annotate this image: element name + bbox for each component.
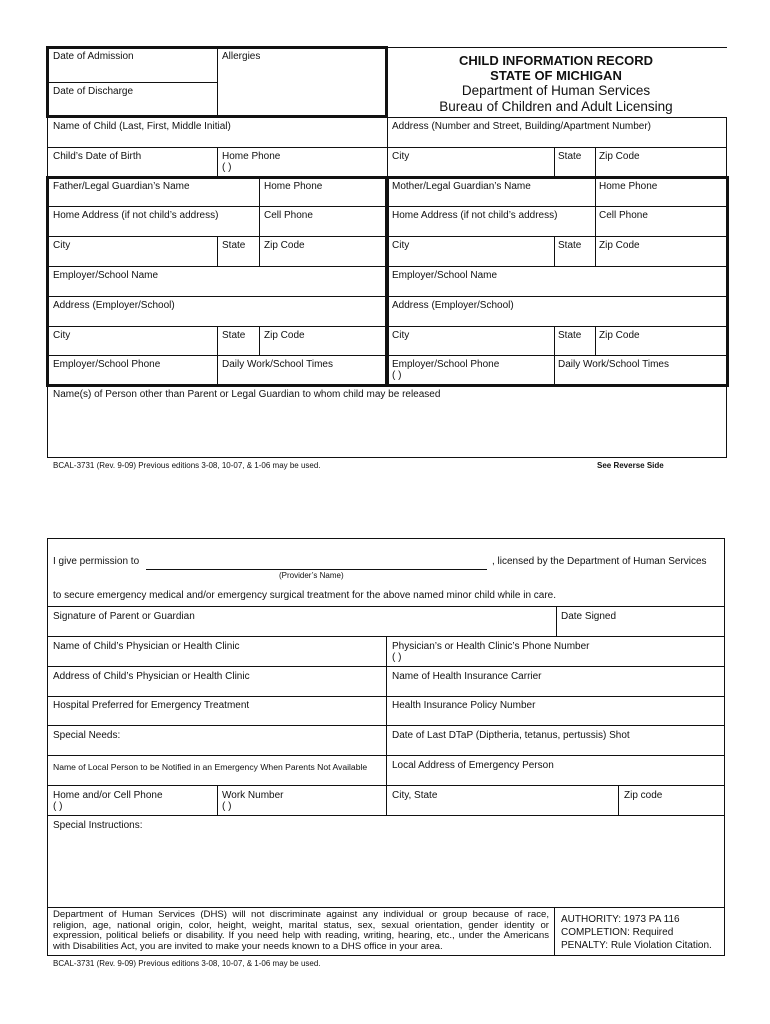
notice-line: religion, age, national origin, color, height, weight, marital status, sex, sexual orientation, gender identity or [53,919,549,931]
father-city-label: City [53,240,71,251]
child-zip-field[interactable] [598,163,724,175]
father-employer-address-label: Address (Employer/School) [53,300,175,311]
rule [554,236,555,266]
local-address-label: Local Address of Emergency Person [392,760,554,771]
rule [595,178,596,236]
mother-employer-city-field[interactable] [391,342,552,354]
mother-employer-label: Employer/School Name [392,270,498,281]
special-needs-label: Special Needs: [53,730,121,741]
mother-home-phone-label: Home Phone [599,181,658,192]
child-address-label: Address (Number and Street, Building/Apartment Number) [392,121,652,132]
release-persons-label: Name(s) of Person other than Parent or Legal Guardian to whom child may be released [53,389,441,400]
see-reverse-side: See Reverse Side [597,461,664,470]
rule [217,48,218,117]
rule [595,236,596,266]
child-state-field[interactable] [557,163,593,175]
father-city-field[interactable] [50,252,214,264]
rule [47,606,725,607]
special-instructions-label: Special Instructions: [53,820,143,831]
rule [47,907,725,908]
mother-employer-zip-label: Zip Code [599,330,640,341]
father-employer-label: Employer/School Name [53,270,159,281]
rule [47,538,48,956]
father-employer-field[interactable] [50,282,382,294]
rule [217,147,218,177]
local-address-field[interactable] [389,771,722,783]
father-state-label: State [222,240,246,251]
policy-number-label: Health Insurance Policy Number [392,700,536,711]
completion-text: COMPLETION: Required [561,927,674,938]
date-of-admission-field[interactable] [50,63,214,80]
form-state: STATE OF MICHIGAN [490,68,622,83]
insurance-carrier-field[interactable] [389,682,722,694]
child-city-label: City [392,151,410,162]
mother-employer-state-field[interactable] [557,342,593,354]
zip-code-label: Zip code [624,790,663,801]
father-home-address-field[interactable] [50,222,256,234]
father-home-address-label: Home Address (if not child’s address) [53,210,219,221]
home-cell-phone-label: Home and/or Cell Phone [53,790,163,801]
physician-phone-label: Physician’s or Health Clinic’s Phone Number [392,641,590,652]
rule [48,296,727,297]
hospital-preferred-label: Hospital Preferred for Emergency Treatment [53,700,250,711]
father-name-field[interactable] [50,193,256,204]
father-employer-state-label: State [222,330,246,341]
work-number-label: Work Number [222,790,284,801]
date-of-discharge-label: Date of Discharge [53,86,134,97]
mother-employer-address-field[interactable] [391,312,724,324]
give-permission-label: I give permission to [53,556,140,567]
father-employer-zip-label: Zip Code [264,330,305,341]
mother-employer-city-label: City [392,330,410,341]
work-number-parens: ( ) [222,801,232,812]
mother-work-times-field[interactable] [557,371,724,383]
physician-phone-parens: ( ) [392,652,402,663]
rule [48,355,727,356]
special-instructions-field[interactable] [50,832,722,904]
child-state-label: State [558,151,582,162]
mother-employer-field[interactable] [391,282,724,294]
mother-zip-label: Zip Code [599,240,640,251]
mother-state-label: State [558,240,582,251]
mother-employer-zip-field[interactable] [598,342,724,354]
father-employer-phone-field[interactable] [50,371,214,383]
work-number-field[interactable] [238,801,383,813]
authority-block [561,913,712,952]
rule [217,236,218,266]
date-signed-label: Date Signed [561,611,617,622]
date-of-admission-label: Date of Admission [53,51,134,62]
form-title: CHILD INFORMATION RECORD [458,53,654,68]
date-signed-field[interactable] [559,622,722,634]
physician-name-label: Name of Child’s Physician or Health Clinic [53,641,240,652]
father-employer-address-field[interactable] [50,312,382,324]
home-phone-parens: ( ) [222,162,232,173]
father-name-label: Father/Legal Guardian’s Name [53,181,190,192]
zip-code-field[interactable] [621,801,722,813]
physician-phone-field[interactable] [410,652,722,664]
rule [48,82,218,83]
rule [387,117,388,177]
child-city-field[interactable] [390,163,552,175]
release-persons-field[interactable] [50,402,724,454]
rule [48,266,727,267]
mother-zip-field[interactable] [598,252,724,264]
mother-employer-phone-parens: ( ) [392,370,402,381]
child-name-label: Name of Child (Last, First, Middle Initial) [53,121,231,132]
father-zip-field[interactable] [262,252,382,264]
father-zip-label: Zip Code [264,240,305,251]
physician-address-field[interactable] [50,682,383,694]
child-address-field[interactable] [390,133,724,145]
licensed-by-label: , licensed by the Department of Human Services [492,556,707,567]
home-phone-field[interactable] [240,163,384,175]
notice-line: expression, political beliefs or disability. If you need help with reading, writing, hearing, etc., under the Americans [53,930,549,941]
father-employer-city-field[interactable] [50,342,214,354]
provider-name-line [146,569,487,570]
child-dob-label: Child’s Date of Birth [53,151,142,162]
father-employer-zip-field[interactable] [262,342,382,354]
home-cell-phone-field[interactable] [68,801,214,813]
city-state-label: City, State [392,790,438,801]
mother-name-field[interactable] [391,193,593,204]
rule [259,178,260,236]
dtap-label: Date of Last DTaP (Diptheria, tetanus, pertussis) Shot [392,730,630,741]
form-id-footer-2: BCAL-3731 (Rev. 9-09) Previous editions 3-08, 10-07, & 1-06 may be used. [53,959,321,968]
non-discrimination-notice [53,910,549,952]
form-bureau: Bureau of Children and Adult Licensing [439,99,673,114]
parent-signature-field[interactable] [50,622,553,634]
rule [618,785,619,815]
child-dob-field[interactable] [50,163,214,175]
provider-name-field[interactable] [146,553,487,568]
home-cell-phone-parens: ( ) [53,801,63,812]
form-id-footer: BCAL-3731 (Rev. 9-09) Previous editions 3-08, 10-07, & 1-06 may be used. [53,461,321,470]
insurance-carrier-label: Name of Health Insurance Carrier [392,671,542,682]
form-department: Department of Human Services [461,83,651,98]
rule [48,236,727,237]
father-work-times-field[interactable] [220,371,382,383]
father-cell-phone-field[interactable] [262,222,382,234]
rule [595,326,596,355]
hospital-preferred-field[interactable] [50,711,383,723]
mother-home-phone-field[interactable] [598,193,724,204]
city-state-field[interactable] [389,801,615,813]
rule [387,117,727,118]
rule [554,147,555,177]
rule [259,326,260,355]
allergies-label: Allergies [222,51,261,62]
rule [554,326,555,385]
father-home-phone-label: Home Phone [264,181,323,192]
mother-name-label: Mother/Legal Guardian’s Name [392,181,531,192]
rule [259,236,260,266]
local-person-label: Name of Local Person to be Notified in an Emergency When Parents Not Available [53,762,368,772]
rule [47,955,725,956]
local-person-field[interactable] [50,771,383,783]
mother-employer-address-label: Address (Employer/School) [392,300,514,311]
father-home-phone-field[interactable] [262,193,382,204]
child-name-field[interactable] [50,133,384,145]
rule [724,538,725,956]
father-employer-city-label: City [53,330,71,341]
rule [595,147,596,177]
mother-city-label: City [392,240,410,251]
rule [47,815,725,816]
mother-home-address-field[interactable] [391,222,593,234]
rule [556,606,557,636]
rule [386,636,387,815]
father-employer-phone-label: Employer/School Phone [53,359,161,370]
rule [47,457,727,458]
dtap-date-field[interactable] [389,741,722,753]
provider-name-caption: (Provider’s Name) [279,571,344,580]
rule [554,907,555,955]
mother-employer-state-label: State [558,330,582,341]
mother-cell-phone-field[interactable] [598,222,724,234]
notice-line: Department of Human Services (DHS) will not discriminate against any individual or group because of race, [53,909,549,920]
allergies-field[interactable] [220,63,383,113]
father-cell-phone-label: Cell Phone [264,210,313,221]
mother-state-field[interactable] [557,252,593,264]
mother-work-times-label: Daily Work/School Times [558,359,669,370]
rule [385,178,389,385]
notice-line: with Disabilities Act, you are invited to make your needs known to a DHS office in your area. [53,940,443,952]
penalty-text: PENALTY: Rule Violation Citation. [561,940,712,951]
rule [47,538,725,539]
authority-text: AUTHORITY: 1973 PA 116 [561,914,680,925]
physician-name-field[interactable] [50,652,383,664]
mother-cell-phone-label: Cell Phone [599,210,648,221]
home-phone-label: Home Phone [222,151,281,162]
mother-home-address-label: Home Address (if not child’s address) [392,210,558,221]
policy-number-field[interactable] [389,711,722,723]
father-state-field[interactable] [220,252,256,264]
rule [217,326,218,385]
mother-employer-phone-field[interactable] [410,371,552,383]
father-employer-state-field[interactable] [220,342,256,354]
special-needs-field[interactable] [50,741,383,753]
secure-treatment-text: to secure emergency medical and/or emergency surgical treatment for the above named minor child while in care. [53,590,557,601]
date-of-discharge-field[interactable] [50,98,214,114]
father-work-times-label: Daily Work/School Times [222,359,333,370]
rule [48,206,727,207]
parent-signature-label: Signature of Parent or Guardian [53,611,195,622]
mother-employer-phone-label: Employer/School Phone [392,359,500,370]
physician-address-label: Address of Child’s Physician or Health Clinic [53,671,250,682]
rule [217,785,218,815]
rule [48,326,727,327]
mother-city-field[interactable] [391,252,552,264]
child-zip-label: Zip Code [599,151,640,162]
